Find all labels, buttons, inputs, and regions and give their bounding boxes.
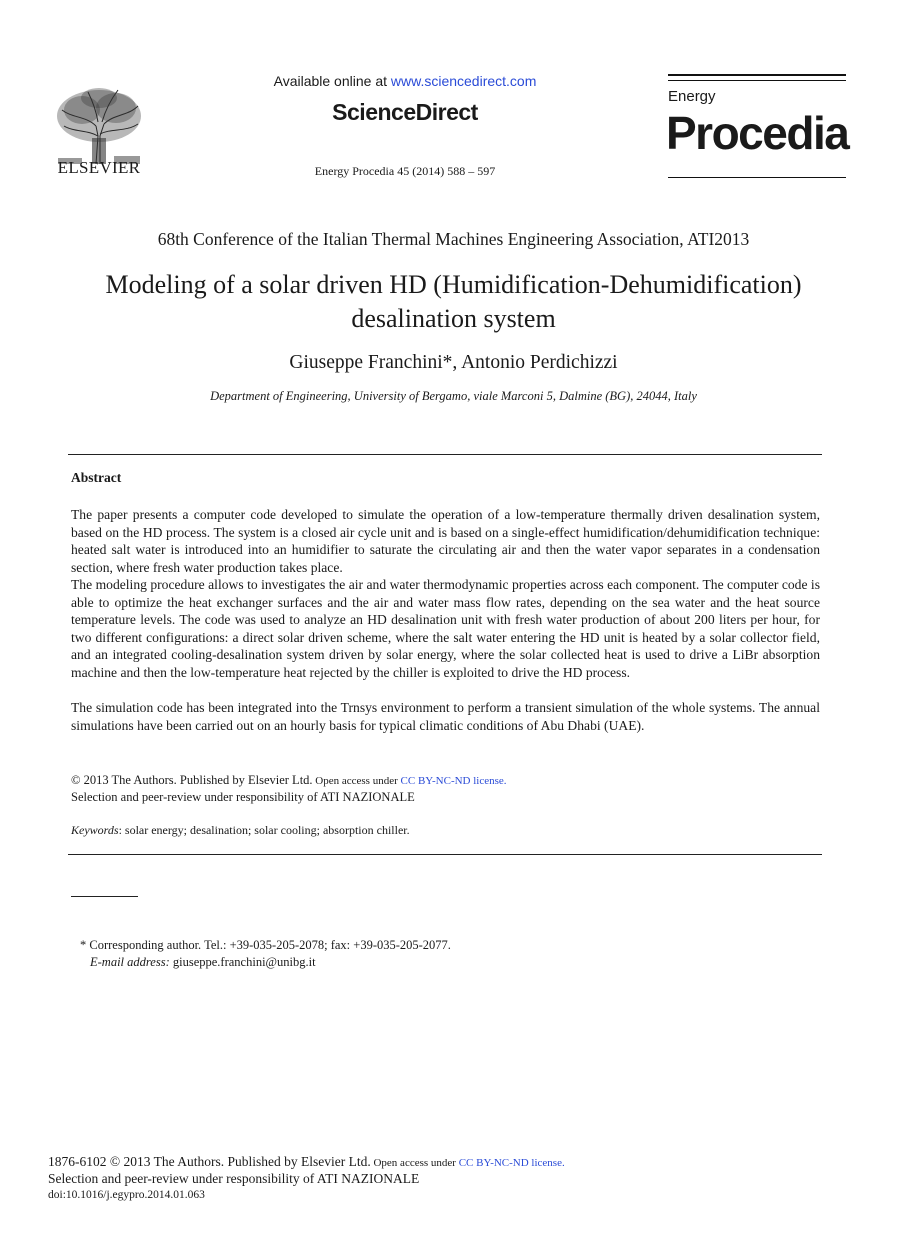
footnote-rule [71, 896, 138, 897]
copyright-line [71, 773, 507, 788]
doi[interactable]: doi:10.1016/j.egypro.2014.01.063 [48, 1189, 205, 1201]
corresponding-author-note: * Corresponding author. Tel.: +39-035-205-2078; fax: +39-035-205-2077. [80, 938, 451, 952]
affiliation: Department of Engineering, University of Bergamo, viale Marconi 5, Dalmine (BG), 24044, Italy [210, 389, 697, 403]
peer-review-line: Selection and peer-review under responsibility of ATI NAZIONALE [71, 790, 415, 804]
email-line [90, 955, 316, 970]
keywords-list: : solar energy; desalination; solar cooling; absorption chiller. [118, 823, 410, 837]
footer-peer-review: Selection and peer-review under responsibility of ATI NAZIONALE [48, 1171, 420, 1186]
copyright-text: © 2013 The Authors. Published by Elsevier Ltd. [71, 773, 313, 787]
issn-copyright: 1876-6102 © 2013 The Authors. Published by Elsevier Ltd. [48, 1154, 371, 1169]
abstract-paragraph: The simulation code has been integrated into the Trnsys environment to perform a transient simulation of the whole systems. The annual simulations have been carried out on an hourly basis for typical climatic conditions of Abu Dhabi (UAE). [71, 700, 820, 733]
keywords-line [71, 823, 410, 838]
abstract-paragraph: The modeling procedure allows to investigates the air and water thermodynamic properties across each component. The computer code is able to optimize the heat exchanger surfaces and the air and water mass flow rates, depending on the sea water and the heat source temperature levels. The code was used to analyze an HD desalination unit with fresh water production of about 200 liters per hour, for two different configurations: a direct solar driven scheme, where the salt water entering the HD unit is heated by a solar collector field, and an integrated cooling-desalination system driven by solar energy, where the solar collected heat is used to drive a LiBr absorption machine and then the low-temperature heat rejected by the chiller is exploited to drive the HD process. [71, 577, 820, 680]
author-email[interactable]: giuseppe.franchini@unibg.it [169, 955, 316, 969]
abstract-bottom-rule [68, 854, 822, 855]
journal-name: Procedia [666, 107, 849, 159]
available-prefix: Available online at [273, 73, 391, 89]
logo-rule-bottom [668, 177, 846, 178]
footer-copyright [48, 1154, 565, 1170]
abstract-paragraph: The paper presents a computer code developed to simulate the operation of a low-temperature thermally driven desalination system, based on the HD process. The system is a closed air cycle unit and is based on a single-effect humidification/dehumidification technique: heated salt water is introduced into an humidifier to saturate the circulating air and then the water vapor separates in a condensation section, where fresh water production takes place. [71, 507, 820, 575]
footer-open-access: Open access under [370, 1157, 459, 1169]
footer-license-link[interactable]: CC BY-NC-ND license. [458, 1157, 565, 1169]
title-line-1: Modeling of a solar driven HD (Humidification-Dehumidification) [105, 270, 802, 299]
logo-rule-second [668, 80, 846, 81]
open-access-text: Open access under [312, 775, 401, 787]
publisher-name: ELSEVIER [57, 158, 141, 177]
sciencedirect-logo: ScienceDirect [332, 99, 478, 125]
license-link[interactable]: CC BY-NC-ND license. [400, 775, 507, 787]
title-line-2: desalination system [351, 304, 556, 333]
sciencedirect-link[interactable]: www.sciencedirect.com [390, 73, 537, 89]
logo-rule-top [668, 74, 846, 76]
available-online-line [230, 73, 580, 89]
keywords-label: Keywords [71, 823, 119, 837]
abstract-top-rule [68, 454, 822, 455]
journal-series: Energy [668, 88, 716, 105]
conference-name: 68th Conference of the Italian Thermal Machines Engineering Association, ATI2013 [157, 229, 750, 249]
email-label: E-mail address: [90, 955, 170, 969]
journal-logo [666, 74, 849, 178]
journal-reference: Energy Procedia 45 (2014) 588 – 597 [314, 164, 496, 178]
author-list: Giuseppe Franchini*, Antonio Perdichizzi [289, 352, 618, 373]
abstract-heading: Abstract [71, 470, 122, 485]
paper-title [60, 268, 847, 336]
